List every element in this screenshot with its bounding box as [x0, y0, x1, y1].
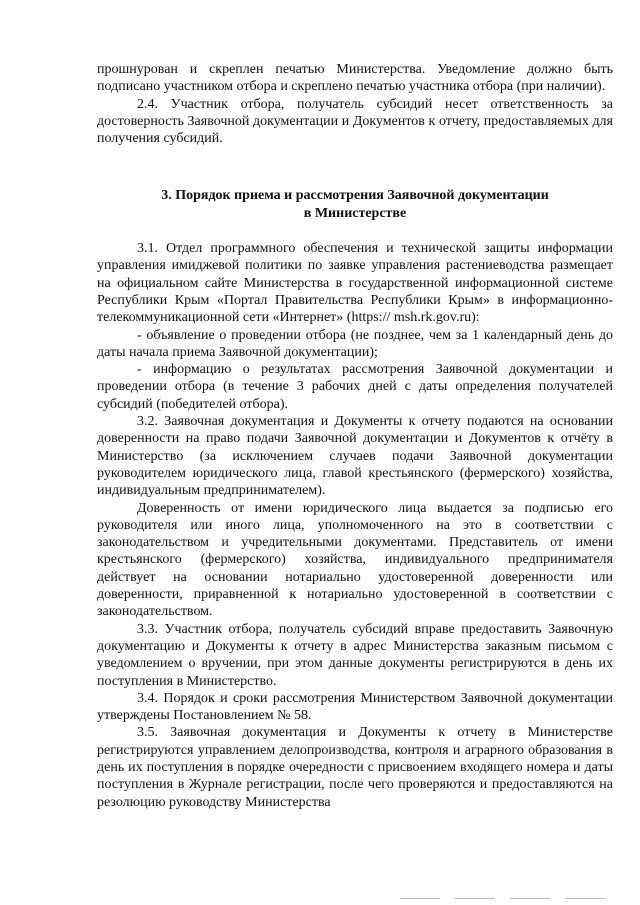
- paragraph-1: прошнурован и скреплен печатью Министерства. Уведомление должно быть подписано участником отбора и скреплено печатью участника отбора (при наличии).: [97, 62, 613, 95]
- scan-artifact-line: [565, 898, 605, 899]
- section-heading-line-2: в Министерстве: [303, 205, 407, 221]
- paragraph-3-3: 3.3. Участник отбора, получатель субсидий вправе предоставить Заявочную документацию и Документы к отчету в адрес Министерства заказным письмом с уведомлением о вручении, при этом данные документы регистрируются в день их поступления в Министерство.: [97, 621, 613, 689]
- paragraph-2-4: 2.4. Участник отбора, получатель субсидий несет ответственность за достоверность Заявочной документации и Документов к отчету, предоставляемых для получения субсидий.: [97, 96, 613, 147]
- document-page: [97, 61, 613, 811]
- paragraph-3-5: 3.5. Заявочная документация и Документы к отчету в Министерстве регистрируются управлением делопроизводства, контроля и аграрного образования в день их поступления в порядке очередности с присвоением входящего номера и даты поступления в Журнале регистрации, после чего проверяются и предоставляются на резолюцию руководству Министерства: [97, 725, 613, 810]
- scan-artifact-line: [400, 898, 440, 899]
- section-heading-line-1: 3. Порядок приема и рассмотрения Заявочной документации: [161, 188, 549, 204]
- paragraph-3-1: 3.1. Отдел программного обеспечения и технической защиты информации управления имиджевой политики по заявке управления растениеводства размещает на официальном сайте Министерства в государственной информационной системе Республики Крым «Портал Правительства Республики Крым» в информационно-телекоммуникационной сети «Интернет» (https:// msh.rk.gov.ru):: [97, 241, 613, 326]
- paragraph-3-2: 3.2. Заявочная документация и Документы к отчету подаются на основании доверенности на право подачи Заявочной документации и Документов к отчёту в Министерство (за исключением случаев подачи Заявочной документации руководителем юридического лица, главой крестьянского (фермерского) хозяйства, индивидуальным предпринимателем).: [97, 414, 613, 499]
- paragraph-3-4: 3.4. Порядок и сроки рассмотрения Министерством Заявочной документации утверждены Постановлением № 58.: [97, 690, 613, 724]
- section-heading: [97, 187, 613, 222]
- scan-artifact-line: [455, 898, 495, 899]
- scan-artifact-line: [510, 898, 550, 899]
- bullet-results: - информацию о результатах рассмотрения Заявочной документации и проведении отбора (в течение 3 рабочих дней с даты определения получателей субсидий (победителей отбора).: [97, 362, 613, 412]
- bullet-announcement: - объявление о проведении отбора (не позднее, чем за 1 календарный день до даты начала приема Заявочной документации);: [97, 327, 613, 360]
- paragraph-power-of-attorney: Доверенность от имени юридического лица выдается за подписью его руководителя или иного лица, уполномоченного на это в соответствии с законодательством и учредительными документами. Представитель от имени крестьянского (фермерского) хозяйства, индивидуального предпринимателя действует на основании нотариально удостоверенной доверенности или доверенности, приравненной к нотариально удостоверенной в соответствии с законодательством.: [97, 500, 613, 620]
